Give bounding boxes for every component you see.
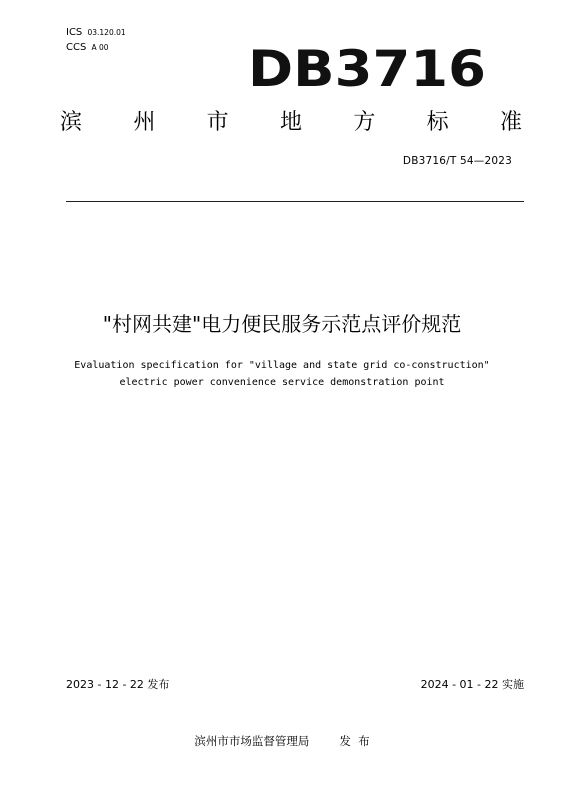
standard-type-char: 地	[279, 110, 302, 135]
issuer-line	[0, 733, 564, 749]
title-english	[0, 357, 564, 391]
standard-type-char: 市	[206, 110, 229, 135]
standard-type-char: 准	[499, 110, 522, 135]
standard-type-char: 滨	[60, 110, 83, 135]
issue-date: 2023 - 12 - 22 发布	[66, 678, 170, 691]
standard-type-char: 州	[133, 110, 156, 135]
ccs-code: A 00	[91, 43, 109, 52]
issuer-action: 发 布	[339, 734, 370, 748]
title-english-line-2: electric power convenience service demonstration point	[119, 377, 445, 388]
title-chinese: "村网共建"电力便民服务示范点评价规范	[102, 312, 462, 336]
ics-label: ICS	[66, 27, 83, 38]
ccs-classification	[66, 41, 109, 54]
db-standard-logo	[248, 42, 488, 94]
standard-type-char: 标	[426, 110, 449, 135]
header-divider	[66, 201, 524, 202]
db-logo-text: DB3716	[248, 42, 486, 94]
standard-type-heading	[60, 108, 522, 138]
implementation-date: 2024 - 01 - 22 实施	[420, 678, 524, 691]
title-english-line-1: Evaluation specification for "village and state grid co-construction"	[74, 360, 490, 371]
ics-code: 03.120.01	[87, 28, 126, 37]
ics-classification	[66, 26, 126, 39]
ccs-label: CCS	[66, 42, 87, 53]
standard-type-char: 方	[353, 110, 376, 135]
issuer-name: 滨州市市场监督管理局	[194, 734, 310, 748]
document-number: DB3716/T 54—2023	[402, 155, 512, 167]
